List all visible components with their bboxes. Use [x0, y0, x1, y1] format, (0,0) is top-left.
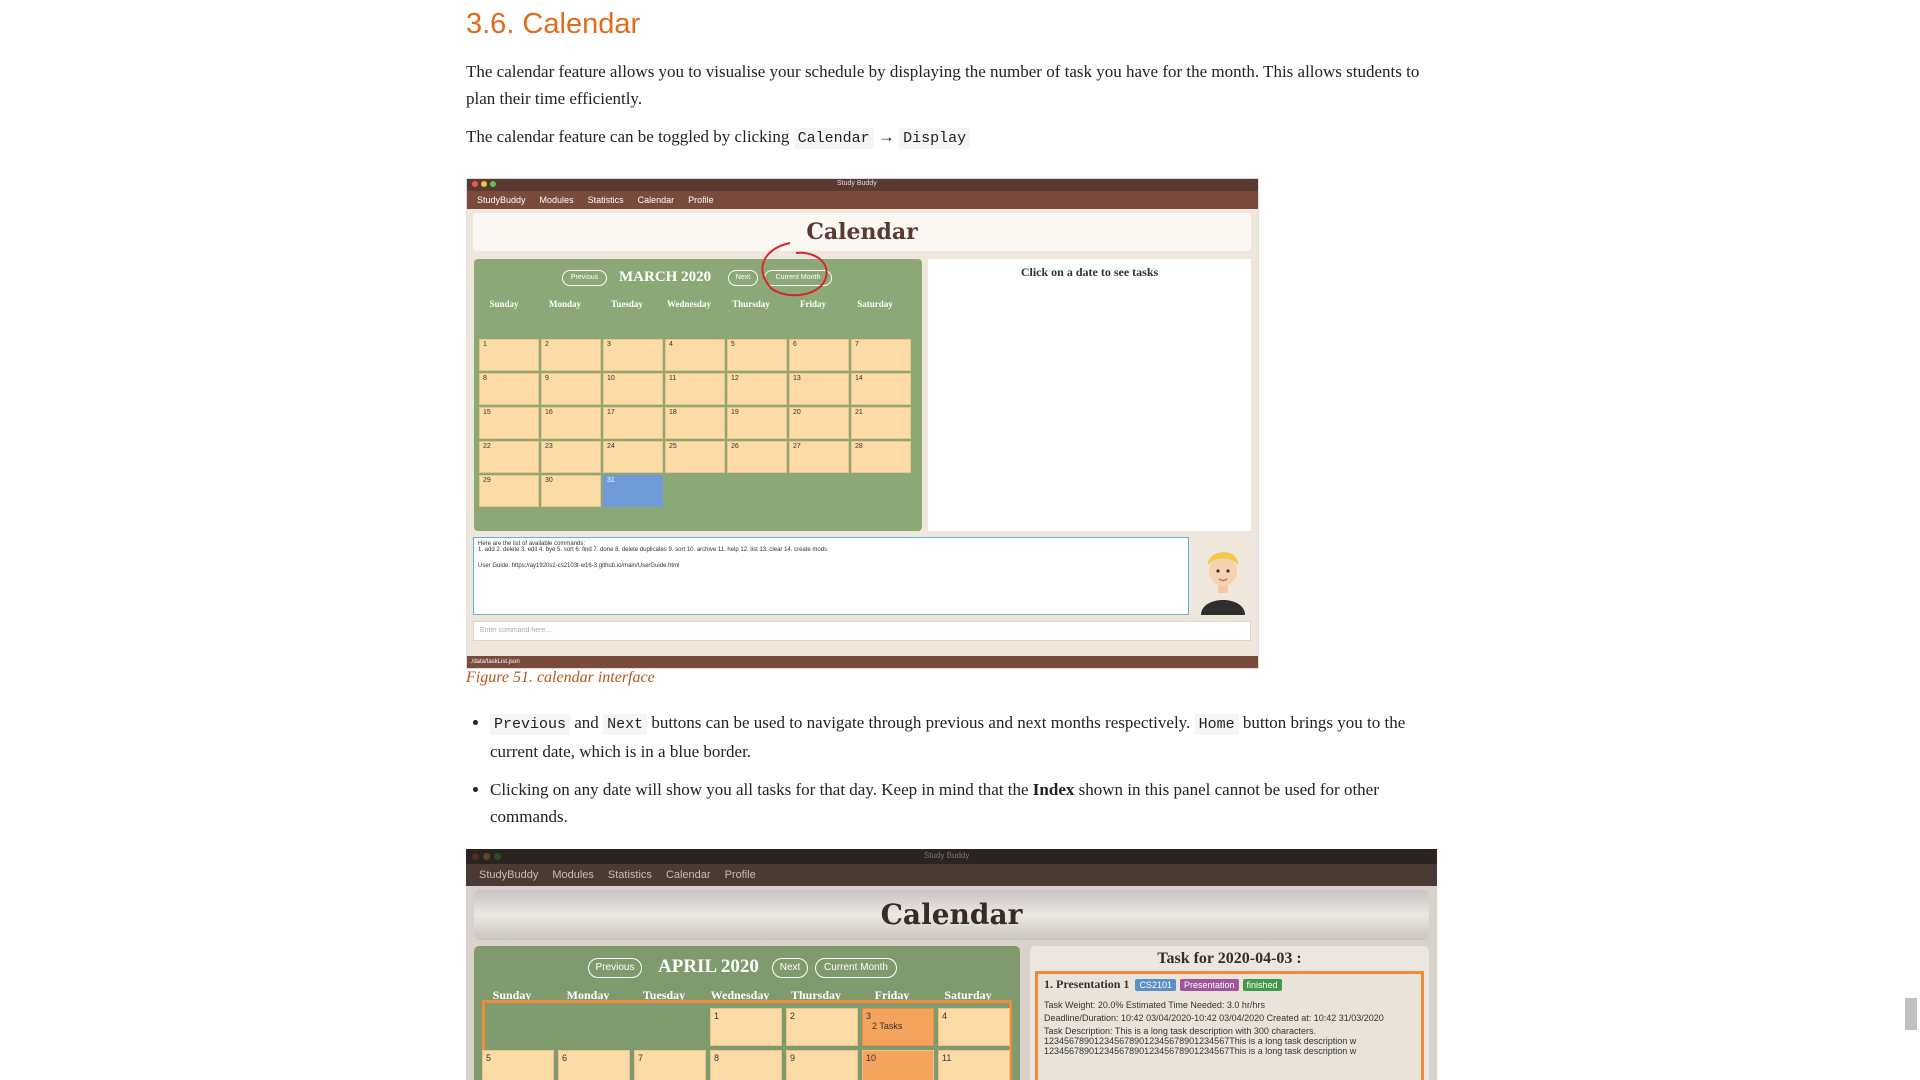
code-display: Display: [899, 128, 970, 149]
day-cell[interactable]: [727, 407, 787, 439]
day-number: 8: [483, 375, 487, 382]
task-title: 1. Presentation 1: [1044, 977, 1130, 991]
day-number: 7: [638, 1053, 644, 1063]
day-number: 30: [545, 477, 553, 484]
dow-thursday: Thursday: [732, 299, 770, 309]
day-cell[interactable]: [665, 339, 725, 371]
day-cell[interactable]: [541, 407, 601, 439]
toggle-text: The calendar feature can be toggled by clicking: [466, 127, 790, 146]
day-cell[interactable]: [482, 1050, 554, 1080]
page-scrollbar[interactable]: [1902, 0, 1920, 1080]
window-title: Study Buddy: [924, 851, 970, 860]
annotation-circle: [752, 241, 832, 301]
dow-tuesday: Tuesday: [611, 299, 643, 309]
output-line: User Guide: https://ay1920s2-cs2103t-w16-3.github.io/main/UserGuide.html: [478, 563, 680, 569]
day-number: 8: [714, 1053, 720, 1063]
day-cell[interactable]: [710, 1008, 782, 1046]
bold-index: Index: [1032, 780, 1075, 799]
command-box[interactable]: [473, 621, 1251, 641]
day-number: 14: [855, 375, 863, 382]
code-home: Home: [1195, 714, 1239, 735]
header-card: [473, 213, 1251, 251]
month-title: MARCH 2020: [619, 269, 712, 285]
menu-statistics[interactable]: Statistics: [587, 195, 624, 205]
day-cell[interactable]: [603, 373, 663, 405]
task-panel-heading: Task for 2020-04-03 :: [1157, 950, 1302, 967]
day-number: 5: [731, 341, 735, 348]
dow-saturday: Saturday: [944, 988, 992, 1002]
dow-friday: Friday: [874, 988, 910, 1002]
day-number: 31: [607, 477, 615, 484]
maximize-dot-icon: [494, 853, 501, 860]
bullet-text: buttons can be used to navigate through previous and next months respectively.: [651, 713, 1191, 732]
day-cell[interactable]: [786, 1050, 858, 1080]
current-month-button[interactable]: Current Month: [815, 958, 897, 978]
dow-tuesday: Tuesday: [642, 988, 686, 1002]
header-card: [474, 890, 1429, 940]
menu-modules[interactable]: Modules: [552, 869, 594, 881]
day-number: 4: [669, 341, 673, 348]
side-panel-hint: Click on a date to see tasks: [1020, 265, 1159, 279]
day-cell[interactable]: [603, 475, 663, 507]
day-cell[interactable]: [851, 339, 911, 371]
day-number: 9: [545, 375, 549, 382]
output-line: Here are the list of available commands:: [478, 541, 586, 547]
window-titlebar: [467, 179, 1258, 191]
day-number: 25: [669, 443, 677, 450]
day-number: 23: [545, 443, 553, 450]
calendar-heading: Calendar: [806, 219, 918, 245]
day-cell[interactable]: [851, 441, 911, 473]
day-cell[interactable]: [665, 373, 725, 405]
day-cell[interactable]: [479, 475, 539, 507]
dow-thursday: Thursday: [790, 988, 842, 1002]
dow-friday: Friday: [800, 299, 826, 309]
day-number: 3: [866, 1011, 872, 1021]
day-number: 2: [545, 341, 549, 348]
avatar: [1195, 539, 1251, 615]
figure1-screenshot: [466, 178, 1259, 669]
bullet-clicking: [490, 776, 1436, 830]
day-number: 11: [942, 1053, 952, 1063]
day-number: 11: [669, 375, 677, 382]
day-number: 6: [793, 341, 797, 348]
day-number: 28: [855, 443, 863, 450]
app-canvas: [467, 209, 1258, 658]
day-number: 2: [790, 1011, 796, 1021]
day-cell[interactable]: [789, 441, 849, 473]
menu-profile[interactable]: Profile: [724, 869, 756, 881]
task-card: [1035, 971, 1424, 1080]
day-cell[interactable]: [710, 1050, 782, 1080]
day-number: 27: [793, 443, 801, 450]
figure1-caption: Figure 51. calendar interface: [466, 669, 655, 686]
code-next: Next: [603, 714, 647, 735]
task-description-line: 1234567890123456789012345678901234567This is a long task description w: [1044, 1046, 1357, 1056]
dow-monday: Monday: [548, 299, 581, 309]
day-cell[interactable]: [789, 339, 849, 371]
day-number: 29: [483, 477, 491, 484]
day-cell[interactable]: [727, 373, 787, 405]
day-cell[interactable]: [851, 407, 911, 439]
calendar-panel: [474, 259, 922, 531]
menu-modules[interactable]: Modules: [539, 195, 574, 205]
day-cell[interactable]: [541, 339, 601, 371]
day-cell[interactable]: [665, 441, 725, 473]
dow-wednesday: Wednesday: [666, 299, 711, 309]
day-cell[interactable]: [603, 407, 663, 439]
previous-button[interactable]: Previous: [588, 958, 642, 978]
dow-monday: Monday: [566, 988, 610, 1002]
menu-bar: [467, 191, 1258, 209]
day-number: 10: [866, 1053, 877, 1063]
next-button[interactable]: Next: [728, 270, 758, 286]
day-cell[interactable]: [541, 373, 601, 405]
current-month-button[interactable]: Current Month: [764, 270, 832, 286]
day-number: 22: [483, 443, 491, 450]
bullet-navigation: [490, 709, 1436, 765]
minimize-dot-icon: [481, 181, 487, 187]
bullet-text: Clicking on any date will show you all tasks for that day. Keep in mind that the: [490, 780, 1029, 799]
day-cell[interactable]: [727, 441, 787, 473]
tag-type: Presentation: [1180, 979, 1239, 991]
app-canvas: [466, 886, 1437, 1080]
menu-calendar[interactable]: Calendar: [665, 869, 711, 881]
menu-calendar[interactable]: Calendar: [637, 195, 675, 205]
tag-module: CS2101: [1135, 979, 1176, 991]
day-number: 21: [855, 409, 863, 416]
day-number: 20: [793, 409, 801, 416]
dow-sunday: Sunday: [489, 299, 519, 309]
window-title: Study Buddy: [837, 180, 877, 187]
dow-sunday: Sunday: [492, 988, 532, 1002]
close-dot-icon: [472, 181, 478, 187]
bullet-text: button brings you to the current date, which is in a blue border.: [490, 713, 1406, 761]
command-placeholder: Enter command here...: [480, 627, 552, 634]
day-number: 4: [942, 1011, 948, 1021]
day-number: 1: [714, 1011, 720, 1021]
doc-content: [466, 0, 1436, 152]
day-number: 12: [731, 375, 739, 382]
day-number: 6: [562, 1053, 568, 1063]
code-calendar: Calendar: [794, 128, 874, 149]
day-number: 5: [486, 1053, 492, 1063]
task-title-row: [1044, 977, 1415, 992]
day-cell[interactable]: [479, 373, 539, 405]
section-title: 3.6. Calendar: [466, 8, 641, 40]
day-number: 15: [483, 409, 491, 416]
avatar-icon: [1195, 539, 1251, 615]
dow-saturday: Saturday: [857, 299, 893, 309]
status-path: ./data/taskList.json: [470, 659, 520, 665]
day-cell[interactable]: [634, 1050, 706, 1080]
day-number: 17: [607, 409, 615, 416]
previous-button[interactable]: Previous: [562, 270, 607, 286]
task-description: Task Description: This is a long task description with 300 characters.: [1044, 1026, 1316, 1036]
day-cell[interactable]: [786, 1008, 858, 1046]
day-cell[interactable]: [938, 1050, 1010, 1080]
figure2-screenshot: [466, 849, 1437, 1080]
output-line: 1. add 2. delete 3. edit 4. bye 5. sort 6. find 7. done 8. delete duplicates 9. sort 10. archive 11. help 12. list 13. clear 14. create mods: [478, 547, 828, 553]
day-number: 13: [793, 375, 801, 382]
task-deadline: Deadline/Duration: 10:42 03/04/2020-10:42 03/04/2020 Created at: 10:42 31/03/2020: [1044, 1013, 1384, 1023]
day-cell[interactable]: [851, 373, 911, 405]
day-number: 7: [855, 341, 859, 348]
tasks-count: 2 Tasks: [872, 1021, 903, 1031]
day-cell[interactable]: [479, 441, 539, 473]
arrow-icon: →: [877, 127, 895, 146]
day-cell[interactable]: [479, 339, 539, 371]
day-cell[interactable]: [479, 407, 539, 439]
tag-status: finished: [1243, 979, 1282, 991]
day-cell[interactable]: [603, 339, 663, 371]
day-number: 16: [545, 409, 553, 416]
day-cell[interactable]: [727, 339, 787, 371]
calendar-panel: [474, 946, 1020, 1080]
status-bar: [467, 656, 1259, 668]
menu-statistics[interactable]: Statistics: [607, 869, 652, 881]
day-cell[interactable]: [541, 441, 601, 473]
minimize-dot-icon: [483, 853, 490, 860]
day-cell[interactable]: [558, 1050, 630, 1080]
task-description-line: 1234567890123456789012345678901234567This is a long task description w: [1044, 1036, 1357, 1046]
paragraph: The calendar feature allows you to visualise your schedule by displaying the number of task you have for the month. This allows students to plan their time efficiently.: [466, 62, 1420, 108]
calendar-heading: Calendar: [880, 898, 1023, 931]
bullet-text: and: [574, 713, 599, 732]
close-dot-icon: [472, 853, 479, 860]
dow-wednesday: Wednesday: [710, 988, 770, 1002]
day-number: 1: [483, 341, 487, 348]
day-cell[interactable]: [789, 407, 849, 439]
window-titlebar: [466, 849, 1437, 864]
day-cell[interactable]: [789, 373, 849, 405]
scrollbar-thumb[interactable]: [1905, 998, 1917, 1030]
toggle-paragraph: [466, 123, 1436, 152]
bullet-list: [466, 709, 1436, 841]
day-number: 24: [607, 443, 615, 450]
next-button[interactable]: Next: [772, 958, 808, 978]
day-number: 19: [731, 409, 739, 416]
month-title: APRIL 2020: [658, 956, 759, 977]
task-panel: [1030, 946, 1429, 1080]
day-cell[interactable]: [665, 407, 725, 439]
menu-studybuddy[interactable]: StudyBuddy: [479, 869, 539, 881]
bullet-text: shown in this panel cannot be used for other commands.: [490, 780, 1379, 826]
code-previous: Previous: [490, 714, 570, 735]
day-cell[interactable]: [603, 441, 663, 473]
day-cell[interactable]: [541, 475, 601, 507]
menu-bar: [466, 864, 1437, 886]
task-weight: Task Weight: 20.0% Estimated Time Needed: 3.0 hr/hrs: [1044, 1000, 1265, 1010]
task-side-panel: [928, 259, 1251, 531]
day-number: 9: [790, 1053, 796, 1063]
result-display: [473, 537, 1189, 615]
day-number: 26: [731, 443, 739, 450]
menu-profile[interactable]: Profile: [688, 195, 714, 205]
menu-studybuddy[interactable]: StudyBuddy: [477, 195, 526, 205]
day-number: 3: [607, 341, 611, 348]
day-number: 10: [607, 375, 615, 382]
day-cell[interactable]: [862, 1050, 934, 1080]
day-number: 18: [669, 409, 677, 416]
day-cell[interactable]: [938, 1008, 1010, 1046]
day-cell-selected[interactable]: [862, 1008, 934, 1046]
maximize-dot-icon: [490, 181, 496, 187]
